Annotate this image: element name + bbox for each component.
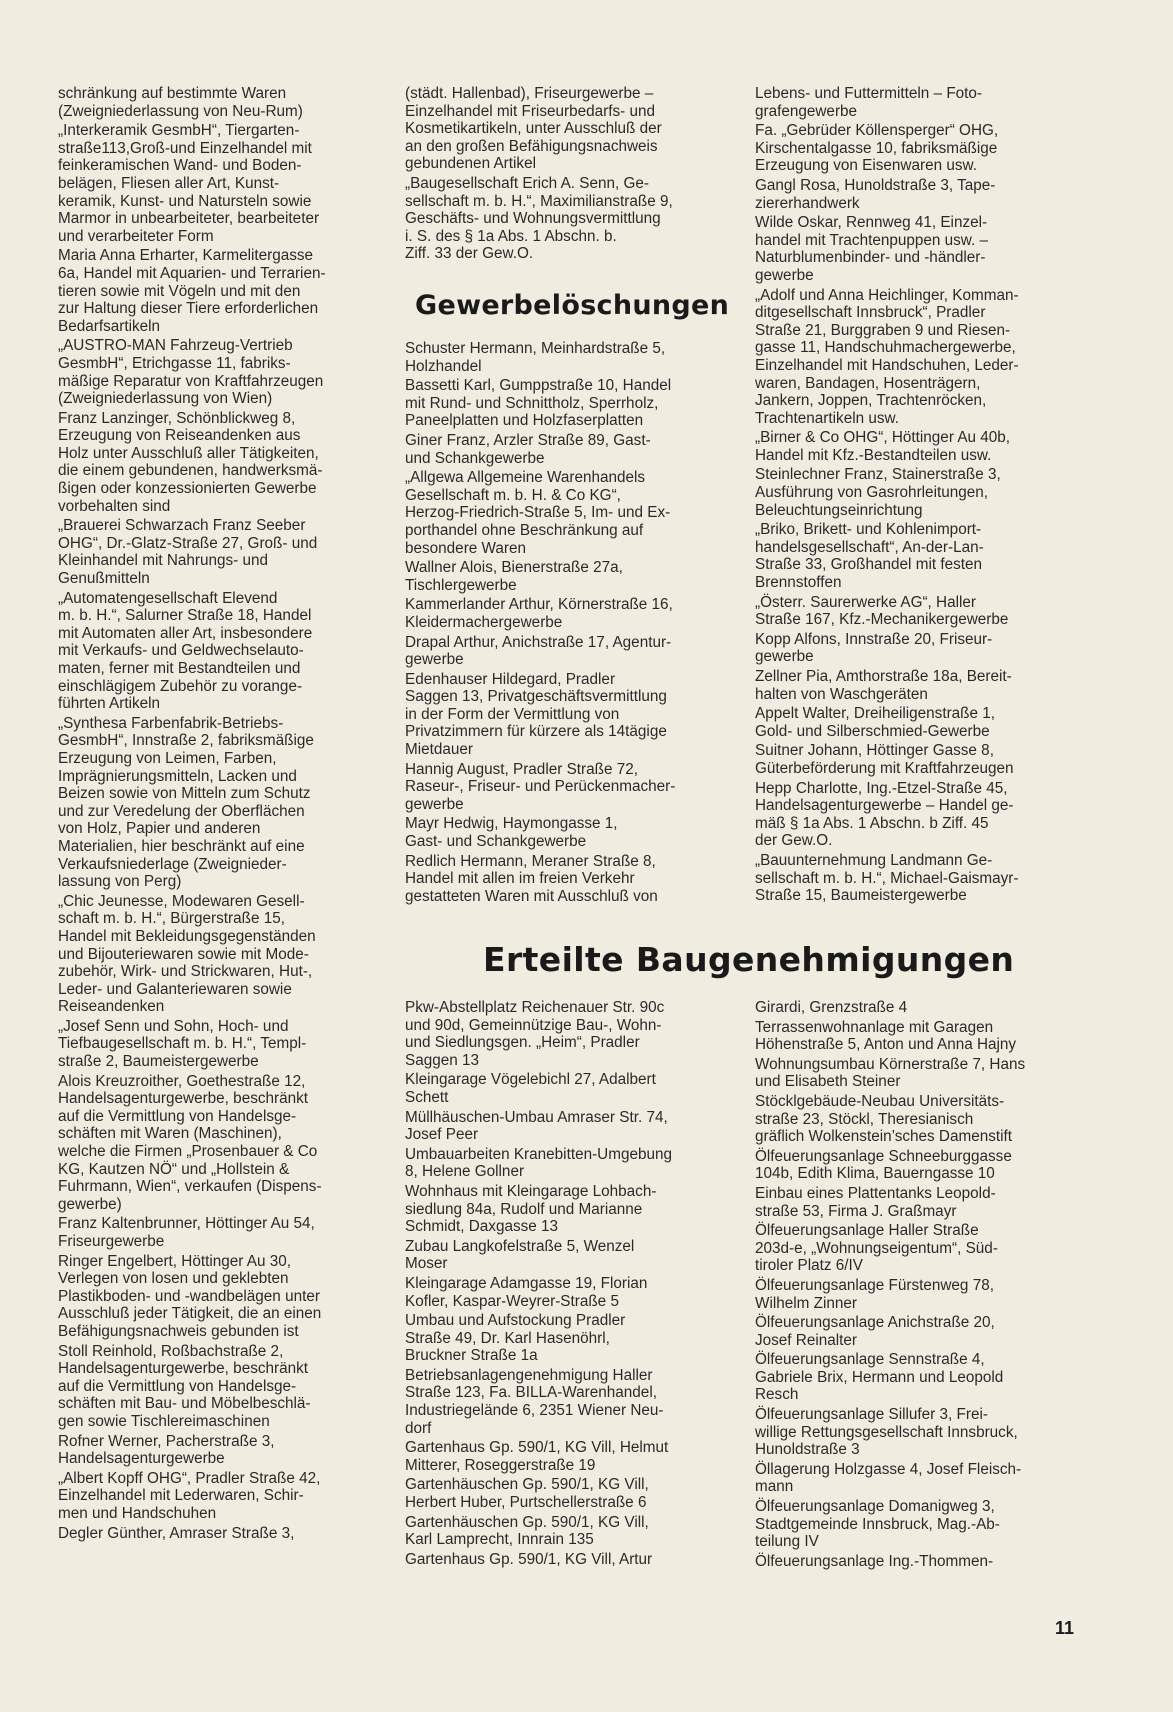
section-heading-gewerbeloeschungen: Gewerbelöschungen	[415, 290, 730, 321]
entry: Suitner Johann, Höttinger Gasse 8, Güterbeförderung mit Kraftfahrzeugen	[755, 742, 1014, 777]
column-gewerbeanmeldungen-1	[58, 85, 372, 1544]
entry: Appelt Walter, Dreiheiligenstraße 1, Gold- und Silberschmied-Gewerbe	[755, 705, 996, 740]
column-baugenehmigungen-2	[755, 999, 1085, 1572]
entry: Müllhäuschen-Umbau Amraser Str. 74, Josef Peer	[405, 1108, 668, 1144]
entry: „Briko, Brikett- und Kohlenimport- handelsgesellschaft“, An-der-Lan- Straße 33, Großhandel mit festen Brennstoffen	[755, 521, 984, 592]
column-gewerbeanmeldungen-2	[405, 85, 725, 265]
entry: Gartenhaus Gp. 590/1, KG Vill, Helmut Mitterer, Roseggerstraße 19	[405, 1439, 669, 1474]
entry: „Interkeramik GesmbH“, Tiergarten- straße113,Groß-und Einzelhandel mit feinkeramischen Wand- und Boden- belägen, Fliesen aller Art, Kunst- keramik, Kunst- und Natursteln sowie Marmor in unbearbeiteter, bearbeiteter und verarbeiteter Form	[58, 122, 320, 245]
entry: Fa. „Gebrüder Köllensperger“ OHG, Kirschentalgasse 10, fabriksmäßige Erzeugung von Eisenwaren usw.	[755, 122, 999, 175]
entry: Degler Günther, Amraser Straße 3,	[58, 1524, 295, 1542]
entry: Kleingarage Vögelebichl 27, Adalbert Schett	[405, 1071, 656, 1106]
entry: Ölfeuerungsanlage Schneeburggasse 104b, Edith Klima, Bauerngasse 10	[755, 1147, 1012, 1183]
entry: „Birner & Co OHG“, Höttinger Au 40b, Handel mit Kfz.-Bestandteilen usw.	[755, 429, 1011, 464]
entry: Gartenhäuschen Gp. 590/1, KG Vill, Karl Lamprecht, Innrain 135	[405, 1513, 649, 1549]
entry: Wilde Oskar, Rennweg 41, Einzel- handel mit Trachtenpuppen usw. – Naturblumenbinder- und -händler- gewerbe	[755, 214, 989, 284]
entry: Wallner Alois, Bienerstraße 27a, Tischlergewerbe	[405, 559, 623, 594]
entry: Gangl Rosa, Hunoldstraße 3, Tape- ziererhandwerk	[755, 176, 996, 212]
entry: „AUSTRO-MAN Fahrzeug-Vertrieb GesmbH“, Etrichgasse 11, fabriks- mäßige Reparatur von Kraftfahrzeugen (Zweigniederlassung von Wien)	[58, 337, 324, 408]
entry: „Baugesellschaft Erich A. Senn, Ge- sellschaft m. b. H.“, Maximilianstraße 9, Geschäfts- und Wohnungsvermittlung i. S. des § 1a Abs. 1 Abschn. b. Ziff. 33 der Gew.O.	[405, 174, 673, 263]
entry: Schuster Hermann, Meinhardstraße 5, Holzhandel	[405, 340, 666, 375]
column-gewerbeloeschungen-2	[755, 85, 1085, 907]
entry: Zubau Langkofelstraße 5, Wenzel Moser	[405, 1237, 635, 1273]
entry: Gartenhaus Gp. 590/1, KG Vill, Artur	[405, 1550, 653, 1568]
entry: Ölfeuerungsanlage Fürstenweg 78, Wilhelm Zinner	[755, 1276, 994, 1312]
entry: Ölfeuerungsanlage Ing.-Thommen-	[755, 1552, 994, 1570]
entry: Girardi, Grenzstraße 4	[755, 999, 908, 1016]
entry: Umbau und Aufstockung Pradler Straße 49, Dr. Karl Hasenöhrl, Bruckner Straße 1a	[405, 1312, 626, 1365]
entry: Stöcklgebäude-Neubau Universitäts- straße 23, Stöckl, Theresianisch gräflich Wolkenstein’sches Damenstift	[755, 1092, 1013, 1146]
section-heading-baugenehmigungen: Erteilte Baugenehmigungen	[483, 940, 1015, 979]
entry: Umbauarbeiten Kranebitten-Umgebung 8, Helene Gollner	[405, 1145, 673, 1181]
entry: Franz Lanzinger, Schönblickweg 8, Erzeugung von Reiseandenken aus Holz unter Ausschluß aller Tätigkeiten, die einem gebundenen, handwerksmä- ßigen oder konzessionierten Gewerbe vorbehalten sind	[58, 409, 323, 515]
entry: Ölfeuerungsanlage Sennstraße 4, Gabriele Brix, Hermann und Leopold Resch	[755, 1351, 1004, 1404]
entry: Zellner Pia, Amthorstraße 18a, Bereit- halten von Waschgeräten	[755, 668, 1012, 703]
entry: Franz Kaltenbrunner, Höttinger Au 54, Friseurgewerbe	[58, 1215, 315, 1250]
entry: Ölfeuerungsanlage Sillufer 3, Frei- willige Rettungsgesellschaft Innsbruck, Hunoldstraße 3	[755, 1406, 1018, 1459]
entry: Bassetti Karl, Gumppstraße 10, Handel mit Rund- und Schnittholz, Sperrholz, Paneelplatten und Holzfaserplatten	[405, 377, 672, 430]
entry: Steinlechner Franz, Stainerstraße 3, Ausführung von Gasrohrleitungen, Beleuchtungseinrichtung	[755, 466, 1001, 519]
entry: Gartenhäuschen Gp. 590/1, KG Vill, Herbert Huber, Purtschellerstraße 6	[405, 1476, 649, 1512]
entry: „Brauerei Schwarzach Franz Seeber OHG“, Dr.-Glatz-Straße 27, Groß- und Kleinhandel mit Nahrungs- und Genußmitteln	[58, 517, 318, 588]
entry: Kammerlander Arthur, Körnerstraße 16, Kleidermachergewerbe	[405, 596, 673, 631]
entry: „Synthesa Farbenfabrik-Betriebs- GesmbH“, Innstraße 2, fabriksmäßige Erzeugung von Leimen, Farben, Imprägnierungsmitteln, Lacken und Beizen sowie von Mitteln zum Schutz und zur Veredelung der Oberflächen von Holz, Papier und anderen Materialien, hier beschränkt auf eine Verkaufsniederlage (Zweignieder- lassung von Perg)	[58, 714, 314, 891]
entry: Ölfeuerungsanlage Domanigweg 3, Stadtgemeinde Innsbruck, Mag.-Ab- teilung IV	[755, 1498, 1000, 1551]
entry: Kopp Alfons, Innstraße 20, Friseur- gewerbe	[755, 630, 993, 666]
entry: schränkung auf bestimmte Waren (Zweigniederlassung von Neu-Rum)	[58, 85, 303, 120]
entry: (städt. Hallenbad), Friseurgewerbe – Einzelhandel mit Friseurbedarfs- und Kosmetikartikeln, unter Ausschluß der an den großen Befähigungsnachweis gebundenen Artikel	[405, 85, 662, 173]
entry: Öllagerung Holzgasse 4, Josef Fleisch- mann	[755, 1460, 1022, 1496]
entry: Alois Kreuzroither, Goethestraße 12, Handelsagenturgewerbe, beschränkt auf die Vermittlung von Handelsge- schäften mit Waren (Maschinen), welche die Firmen „Prosenbauer & Co KG, Kautzen NÖ“ und „Hollstein & Fuhrmann, Wien“, verkaufen (Dispens- gewerbe)	[58, 1072, 322, 1213]
entry: Mayr Hedwig, Haymongasse 1, Gast- und Schankgewerbe	[405, 815, 618, 851]
column-baugenehmigungen-1	[405, 999, 725, 1570]
entry: Betriebsanlagengenehmigung Haller Straße 123, Fa. BILLA-Warenhandel, Industriegelände 6, 2351 Wiener Neu- dorf	[405, 1366, 664, 1437]
entry: Kleingarage Adamgasse 19, Florian Kofler, Kaspar-Weyrer-Straße 5	[405, 1274, 648, 1310]
page-number: 11	[1055, 1618, 1075, 1638]
entry: Rofner Werner, Pacherstraße 3, Handelsagenturgewerbe	[58, 1432, 275, 1468]
entry: Ringer Engelbert, Höttinger Au 30, Verlegen von losen und geklebten Plastikboden- und -wandbelägen unter Ausschluß jeder Tätigkeit, die an einen Befähigungsnachweis gebunden ist	[58, 1252, 322, 1340]
entry: „Bauunternehmung Landmann Ge- sellschaft m. b. H.“, Michael-Gaismayr- Straße 15, Baumeistergewerbe	[755, 851, 1019, 905]
entry: Redlich Hermann, Meraner Straße 8, Handel mit allen im freien Verkehr gestatteten Waren mit Ausschluß von	[405, 852, 658, 905]
entry: Wohnhaus mit Kleingarage Lohbach- siedlung 84a, Rudolf und Marianne Schmidt, Daxgasse 13	[405, 1182, 657, 1236]
entry: „Josef Senn und Sohn, Hoch- und Tiefbaugesellschaft m. b. H.“, Templ- straße 2, Baumeistergewerbe	[58, 1017, 307, 1071]
entry: Terrassenwohnanlage mit Garagen Höhenstraße 5, Anton und Anna Hajny	[755, 1018, 1017, 1054]
entry: Einbau eines Plattentanks Leopold- straße 53, Firma J. Graßmayr	[755, 1184, 996, 1220]
entry: Hannig August, Pradler Straße 72, Raseur-, Friseur- und Perückenmacher- gewerbe	[405, 760, 676, 813]
entry: Giner Franz, Arzler Straße 89, Gast- und Schankgewerbe	[405, 431, 651, 467]
entry: Ölfeuerungsanlage Haller Straße 203d-e, „Wohnungseigentum“, Süd- tiroler Platz 6/IV	[755, 1222, 998, 1275]
column-gewerbeloeschungen-1	[405, 340, 725, 907]
entry: Wohnungsumbau Körnerstraße 7, Hans und Elisabeth Steiner	[755, 1055, 1026, 1091]
entry: Drapal Arthur, Anichstraße 17, Agentur- gewerbe	[405, 633, 672, 669]
entry: „Adolf und Anna Heichlinger, Komman- ditgesellschaft Innsbruck“, Pradler Straße 21, Burggraben 9 und Riesen- gasse 11, Handschuhmachergewerbe, Einzelhandel mit Handschuhen, Leder- waren, Bandagen, Hosenträgern, Jankern, Joppen, Trachtenröcken, Trachtenartikeln usw.	[755, 286, 1019, 427]
entry: „Österr. Saurerwerke AG“, Haller Straße 167, Kfz.-Mechanikergewerbe	[755, 593, 1009, 629]
entry: „Chic Jeunesse, Modewaren Gesell- schaft m. b. H.“, Bürgerstraße 15, Handel mit Bekleidungsgegenständen und Bijouteriewaren sowie mit Mode- zubehör, Wirk- und Strickwaren, Hut-, Leder- und Galanteriewaren sowie Reiseandenken	[58, 892, 316, 1016]
entry: Pkw-Abstellplatz Reichenauer Str. 90c und 90d, Gemeinnützige Bau-, Wohn- und Siedlungsgen. „Heim“, Pradler Saggen 13	[405, 999, 665, 1069]
entry: „Albert Kopff OHG“, Pradler Straße 42, Einzelhandel mit Lederwaren, Schir- men und Handschuhen	[58, 1469, 321, 1522]
entry: Maria Anna Erharter, Karmelitergasse 6a, Handel mit Aquarien- und Terrarien- tieren sowie mit Vögeln und mit den zur Haltung dieser Tiere erforderlichen Bedarfsartikeln	[58, 247, 326, 335]
entry: „Allgewa Allgemeine Warenhandels Gesellschaft m. b. H. & Co KG“, Herzog-Friedrich-Straße 5, Im- und Ex- porthandel ohne Beschränkung auf besondere Waren	[405, 469, 671, 557]
entry: Edenhauser Hildegard, Pradler Saggen 13, Privatgeschäftsvermittlung in der Form der Vermittlung von Privatzimmern für kürzere als 14tägige Mietdauer	[405, 670, 667, 759]
entry: Ölfeuerungsanlage Anichstraße 20, Josef Reinalter	[755, 1314, 995, 1349]
entry: Lebens- und Futtermitteln – Foto- grafengewerbe	[755, 85, 983, 120]
entry: Stoll Reinhold, Roßbachstraße 2, Handelsagenturgewerbe, beschränkt auf die Vermittlung von Handelsge- schäften mit Bau- und Möbelbeschlä- gen sowie Tischlereimaschinen	[58, 1342, 311, 1430]
entry: Hepp Charlotte, Ing.-Etzel-Straße 45, Handelsagenturgewerbe – Handel ge- mäß § 1a Abs. 1 Abschn. b Ziff. 45 der Gew.O.	[755, 779, 1014, 850]
entry: „Automatengesellschaft Elevend m. b. H.“, Salurner Straße 18, Handel mit Automaten aller Art, insbesondere mit Verkaufs- und Geldwechselauto- maten, ferner mit Bestandteilen und einschlägigem Zubehör zu vorange- führten Artikeln	[58, 589, 313, 713]
